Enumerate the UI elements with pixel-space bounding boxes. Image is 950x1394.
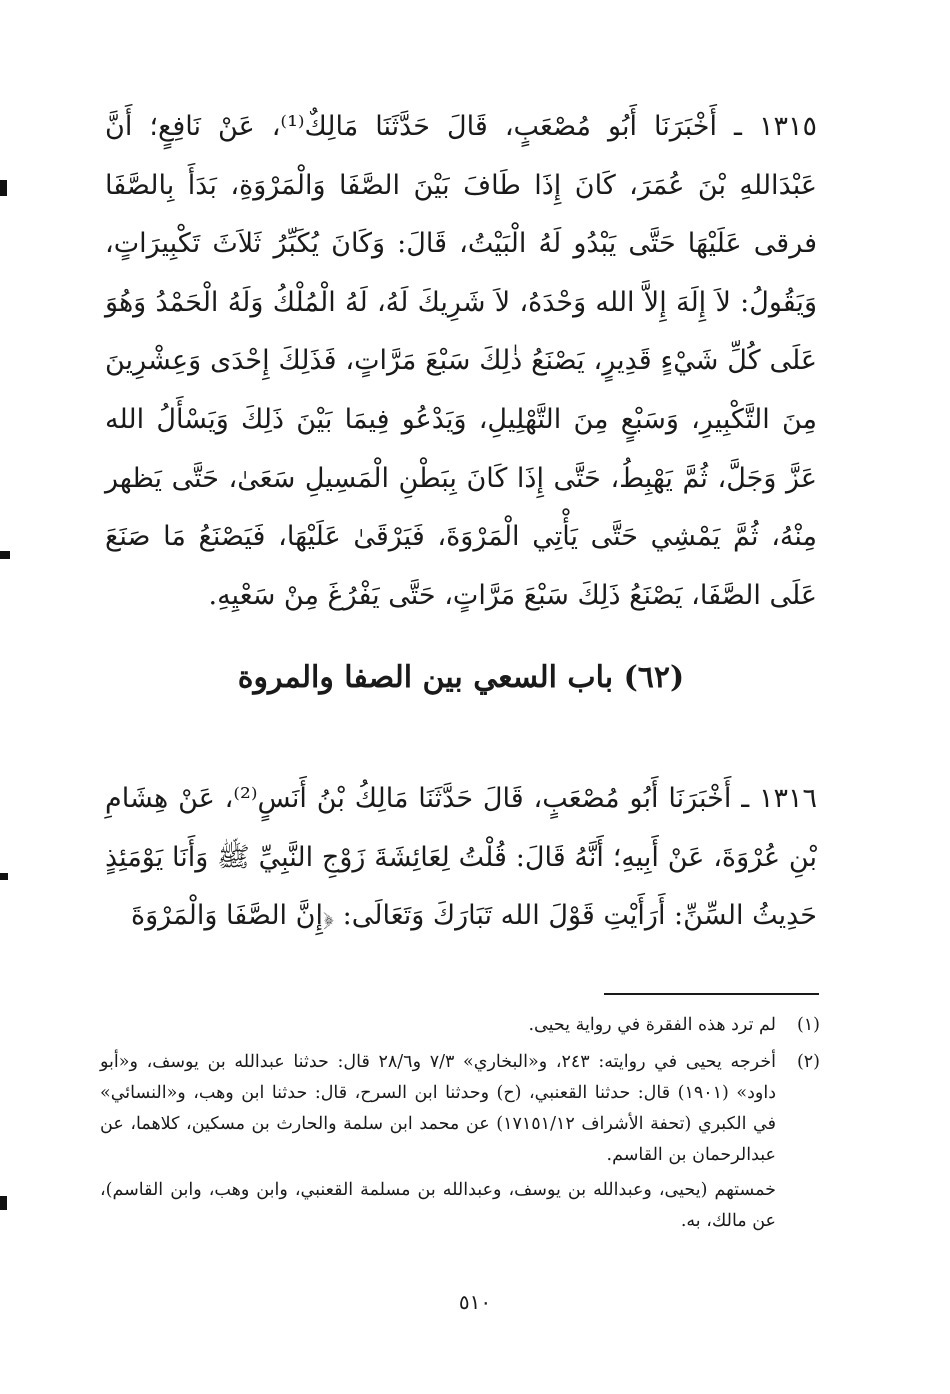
scan-edge-mark	[0, 873, 8, 880]
scan-edge-mark	[0, 1196, 7, 1210]
chapter-heading: (٦٢) باب السعي بين الصفا والمروة	[237, 660, 685, 695]
scan-edge-mark	[0, 180, 7, 196]
footnote-1	[100, 1010, 820, 1041]
footnote-2	[100, 1047, 820, 1171]
footnote-2-continuation: خمستهم (يحيى، وعبدالله بن يوسف، وعبدالله بن مسلمة القعنبي، وابن وهب، وابن القاسم)، عن مالك، به.	[100, 1180, 776, 1231]
page-number: ٥١٠	[458, 1290, 492, 1314]
hadith-1315-paragraph: ١٣١٥ ـ أَخْبَرَنَا أَبُو مُصْعَبٍ، قَالَ حَدَّثَنَا مَالِكٌ⁽¹⁾، عَنْ نَافِعٍ؛ أَنَّ عَبْدَاللهِ بْنَ عُمَرَ، كَانَ إِذَا طَافَ بَيْنَ الصَّفَا وَالْمَرْوَةِ، بَدَأَ بِالصَّفَا فرقى عَلَيْهَا حَتَّى يَبْدُو لَهُ الْبَيْتُ، قَالَ: وَكَانَ يُكَبِّرُ ثَلاَثَ تَكْبِيرَاتٍ، وَيَقُولُ: لاَ إِلَهَ إِلاَّ الله وَحْدَهُ، لاَ شَرِيكَ لَهُ، لَهُ الْمُلْكُ وَلَهُ الْحَمْدُ وَهُوَ عَلَى كُلِّ شَيْءٍ قَدِيرٍ، يَصْنَعُ ذٰلِكَ سَبْعَ مَرَّاتٍ، فَذَلِكَ إِحْدَى وَعِشْرِينَ مِنَ التَّكْبِيرِ، وَسَبْعٍ مِنَ التَّهْلِيلِ، وَيَدْعُو فِيمَا بَيْنَ ذَلِكَ وَيَسْأَلُ الله عَزَّ وَجَلَّ، ثُمَّ يَهْبِطُ، حَتَّى إِذَا كَانَ بِبَطْنِ الْمَسِيلِ سَعَىٰ، حَتَّى يَظهر مِنْهُ، ثُمَّ يَمْشِي حَتَّى يَأْتِي الْمَرْوَةَ، فَيَرْقَىٰ عَلَيْهَا، فَيَصْنَعُ مَا صَنَعَ عَلَى الصَّفَا، يَصْنَعُ ذَلِكَ سَبْعَ مَرَّاتٍ، حَتَّى يَفْرُغَ مِنْ سَعْيِهِ.	[105, 111, 817, 611]
footnotes	[100, 1010, 820, 1237]
hadith-1316-paragraph: ١٣١٦ ـ أَخْبَرَنَا أَبُو مُصْعَبٍ، قَالَ حَدَّثَنَا مَالِكُ بْنُ أَنَسٍ⁽²⁾، عَنْ هِشَامِ بْنِ عُرْوَةَ، عَنْ أَبِيهِ؛ أَنَّهُ قَالَ: قُلْتُ لِعَائِشَةَ زَوْجِ النَّبِيِّ ﷺ وَأَنَا يَوْمَئِذٍ حَدِيثُ السِّنِّ: أَرَأَيْتِ قَوْلَ الله تَبَارَكَ وَتَعَالَى: ﴿إِنَّ الصَّفَا وَالْمَرْوَةَ	[105, 783, 817, 932]
footnote-number: (٢)	[796, 1052, 820, 1072]
scan-edge-mark	[0, 551, 10, 559]
footnote-divider	[604, 993, 819, 995]
footnote-number: (١)	[796, 1015, 820, 1035]
footnote-text: لم ترد هذه الفقرة في رواية يحيى.	[528, 1015, 776, 1035]
footnote-text: أخرجه يحيى في روايته: ٢٤٣، و«البخاري» ٧/٣ و٢٨/٦ قال: حدثنا عبدالله بن يوسف، و«أبو داود» (١٩٠١) قال: حدثنا القعنبي، (ح) وحدثنا ابن السرح، قال: حدثنا ابن وهب، و«النسائي» في الكبري (تحفة الأشراف ١٧١٥١/١٢) عن محمد ابن سلمة والحارث بن مسكين، كلاهما، عن عبدالرحمان بن القاسم.	[100, 1052, 777, 1165]
